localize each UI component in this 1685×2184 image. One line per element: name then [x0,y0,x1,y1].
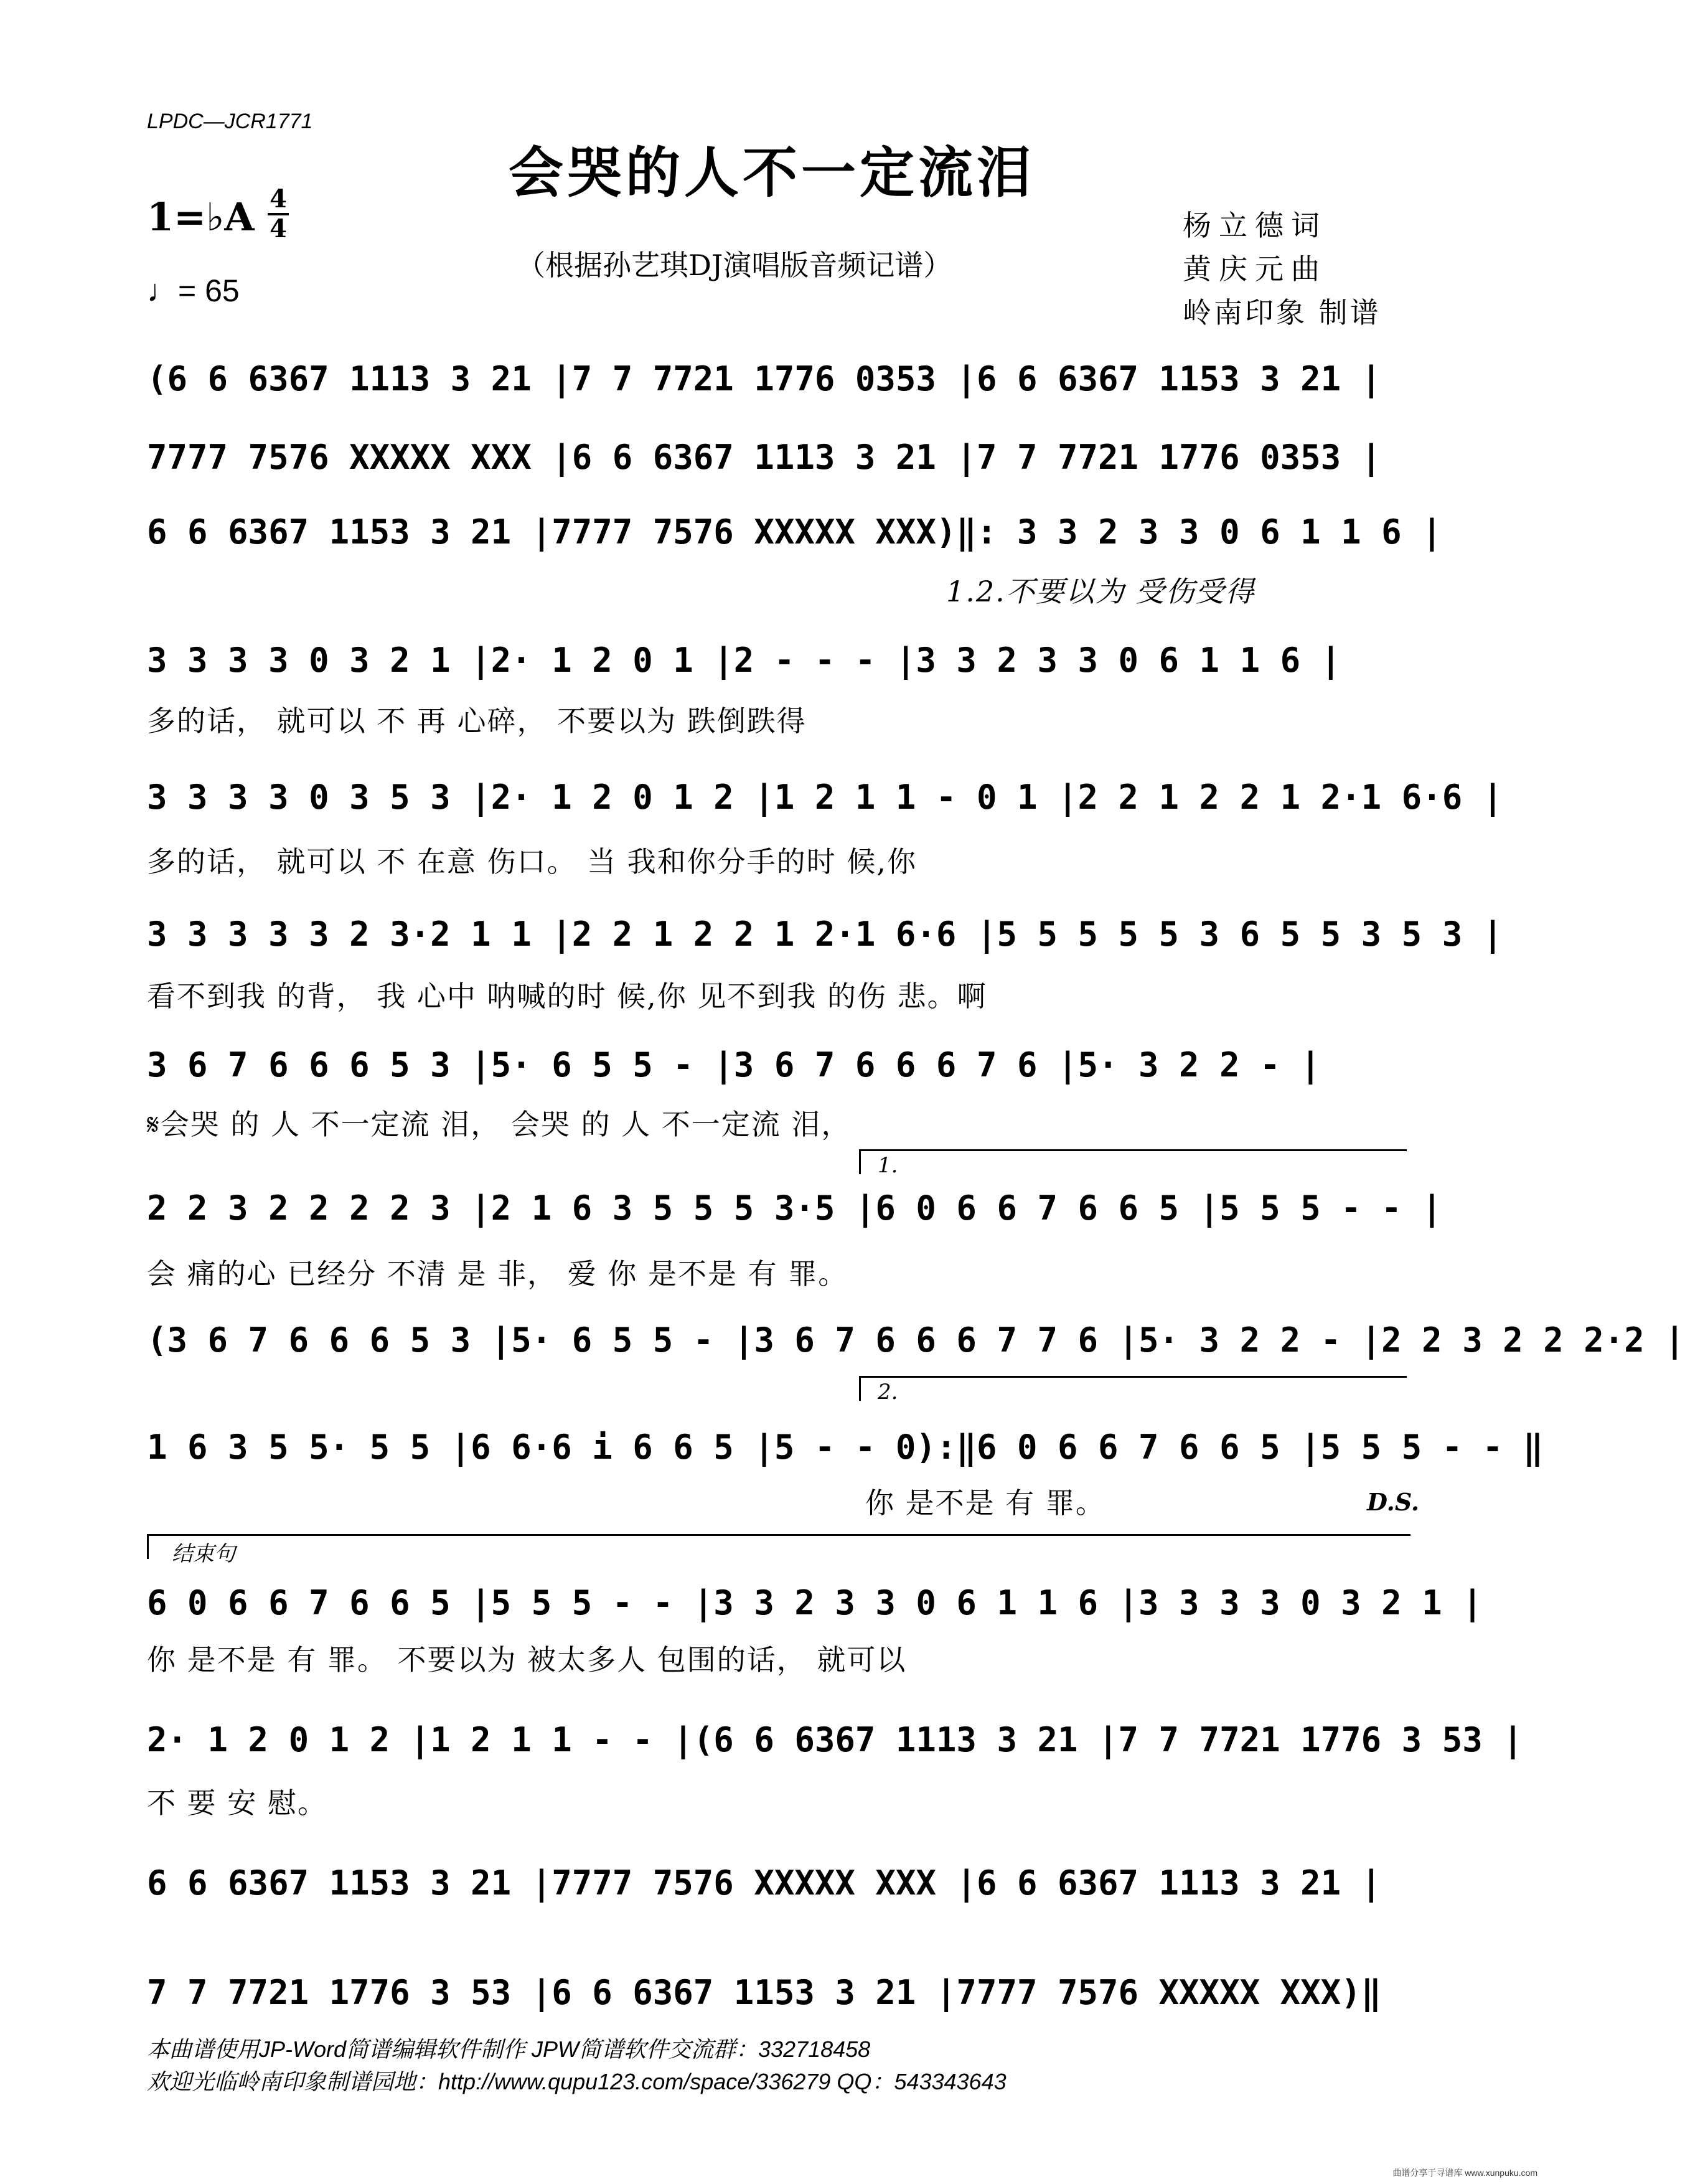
lyric-line-11: 你 是不是 有 罪。 不要以为 被太多人 包围的话， 就可以 [147,1643,907,1677]
volta-1-side [859,1149,861,1174]
staff-line-5: 3 3 3 3 0 3 5 3 |2· 1 2 0 1 2 |1 2 1 1 - 0 1 |2 2 1 2 2 1 2·1 6·6 | [147,778,1503,817]
key-signature: 1=♭A [147,194,255,240]
lyric-line-7: 𝄋会哭 的 人 不一定流 泪， 会哭 的 人 不一定流 泪， [147,1108,852,1141]
staff-line-11: 6 0 6 6 7 6 6 5 |5 5 5 - - |3 3 2 3 3 0 6 1 1 6 |3 3 3 3 0 3 2 1 | [147,1583,1483,1622]
volta-1-label: 1. [878,1153,898,1178]
footer-line-2: 欢迎光临岭南印象制谱园地：http://www.qupu123.com/space/336279 QQ：543343643 [147,2069,1007,2094]
dal-segno-mark: D.S. [1367,1488,1420,1516]
staff-line-14: 7 7 7721 1776 3 53 |6 6 6367 1153 3 21 |7777 7576 XXXXX XXX)‖ [147,1973,1382,2012]
coda-bar [147,1534,1410,1536]
score-code: LPDC—JCR1771 [147,110,313,133]
arranger-credit: 岭南印象 制谱 [1183,296,1381,329]
staff-line-7: 3 6 7 6 6 6 5 3 |5· 6 5 5 - |3 6 7 6 6 6 7 6 |5· 3 2 2 - | [147,1045,1321,1085]
lyric-line-8: 会 痛的心 已经分 不清 是 非， 爱 你 是不是 有 罪。 [147,1257,848,1291]
lyric-line-12: 不 要 安 慰。 [147,1786,327,1820]
meter-bottom: 4 [270,214,287,243]
staff-line-12: 2· 1 2 0 1 2 |1 2 1 1 - - |(6 6 6367 1113 3 21 |7 7 7721 1776 3 53 | [147,1720,1523,1759]
staff-line-4: 3 3 3 3 0 3 2 1 |2· 1 2 0 1 |2 - - - |3 3 2 3 3 0 6 1 1 6 | [147,641,1341,680]
tempo-mark: ♩= 65 [147,273,240,308]
watermark: 曲谱分享于寻谱库 www.xunpuku.com [1392,2168,1537,2178]
staff-line-3: 6 6 6367 1153 3 21 |7777 7576 XXXXX XXX)‖: 3 3 2 3 3 0 6 1 1 6 | [147,512,1442,552]
coda-side [147,1534,149,1559]
lyric-line-10: 你 是不是 有 罪。 [865,1486,1105,1520]
meter-top: 4 [270,184,287,214]
staff-line-8: 2 2 3 2 2 2 2 3 |2 1 6 3 5 5 5 3·5 |6 0 6 6 7 6 6 5 |5 5 5 - - | [147,1188,1442,1228]
lyric-line-3: 1.2.不要以为 受伤受得 [946,575,1256,608]
footer-line-1: 本曲谱使用JP-Word简谱编辑软件制作 JPW简谱软件交流群：332718458 [147,2036,871,2062]
lyric-line-4: 多的话， 就可以 不 再 心碎， 不要以为 跌倒跌得 [147,704,807,738]
lyric-line-5: 多的话， 就可以 不 在意 伤口。 当 我和你分手的时 候,你 [147,845,917,878]
staff-line-2: 7777 7576 XXXXX XXX |6 6 6367 1113 3 21 |7 7 7721 1776 0353 | [147,438,1382,477]
staff-line-13: 6 6 6367 1153 3 21 |7777 7576 XXXXX XXX |6 6 6367 1113 3 21 | [147,1863,1382,1903]
volta-1-bar [859,1149,1407,1151]
lyric-line-6: 看不到我 的背， 我 心中 呐喊的时 候,你 见不到我 的伤 悲。啊 [147,979,987,1013]
song-title: 会哭的人不一定流泪 [508,140,1035,205]
staff-line-10: 1 6 3 5 5· 5 5 |6 6·6 i 6 6 5 |5 - - 0):‖6 0 6 6 7 6 6 5 |5 5 5 - - ‖ [147,1428,1544,1467]
staff-line-1: (6 6 6367 1113 3 21 |7 7 7721 1776 0353 |6 6 6367 1153 3 21 | [147,359,1382,398]
coda-label: 结束句 [172,1542,235,1566]
composer-credit: 黄庆元曲 [1183,252,1327,286]
volta-2-label: 2. [878,1380,898,1405]
volta-2-bar [859,1376,1407,1378]
staff-line-6: 3 3 3 3 3 2 3·2 1 1 |2 2 1 2 2 1 2·1 6·6 |5 5 5 5 5 3 6 5 5 3 5 3 | [147,915,1503,954]
lyricist-credit: 杨立德词 [1183,209,1327,242]
staff-line-9: (3 6 7 6 6 6 5 3 |5· 6 5 5 - |3 6 7 6 6 6 7 7 6 |5· 3 2 2 - |2 2 3 2 2 2·2 | [147,1320,1685,1360]
volta-2-side [859,1376,861,1401]
time-signature [268,184,289,243]
subtitle: （根据孙艺琪DJ演唱版音频记谱） [517,248,952,282]
